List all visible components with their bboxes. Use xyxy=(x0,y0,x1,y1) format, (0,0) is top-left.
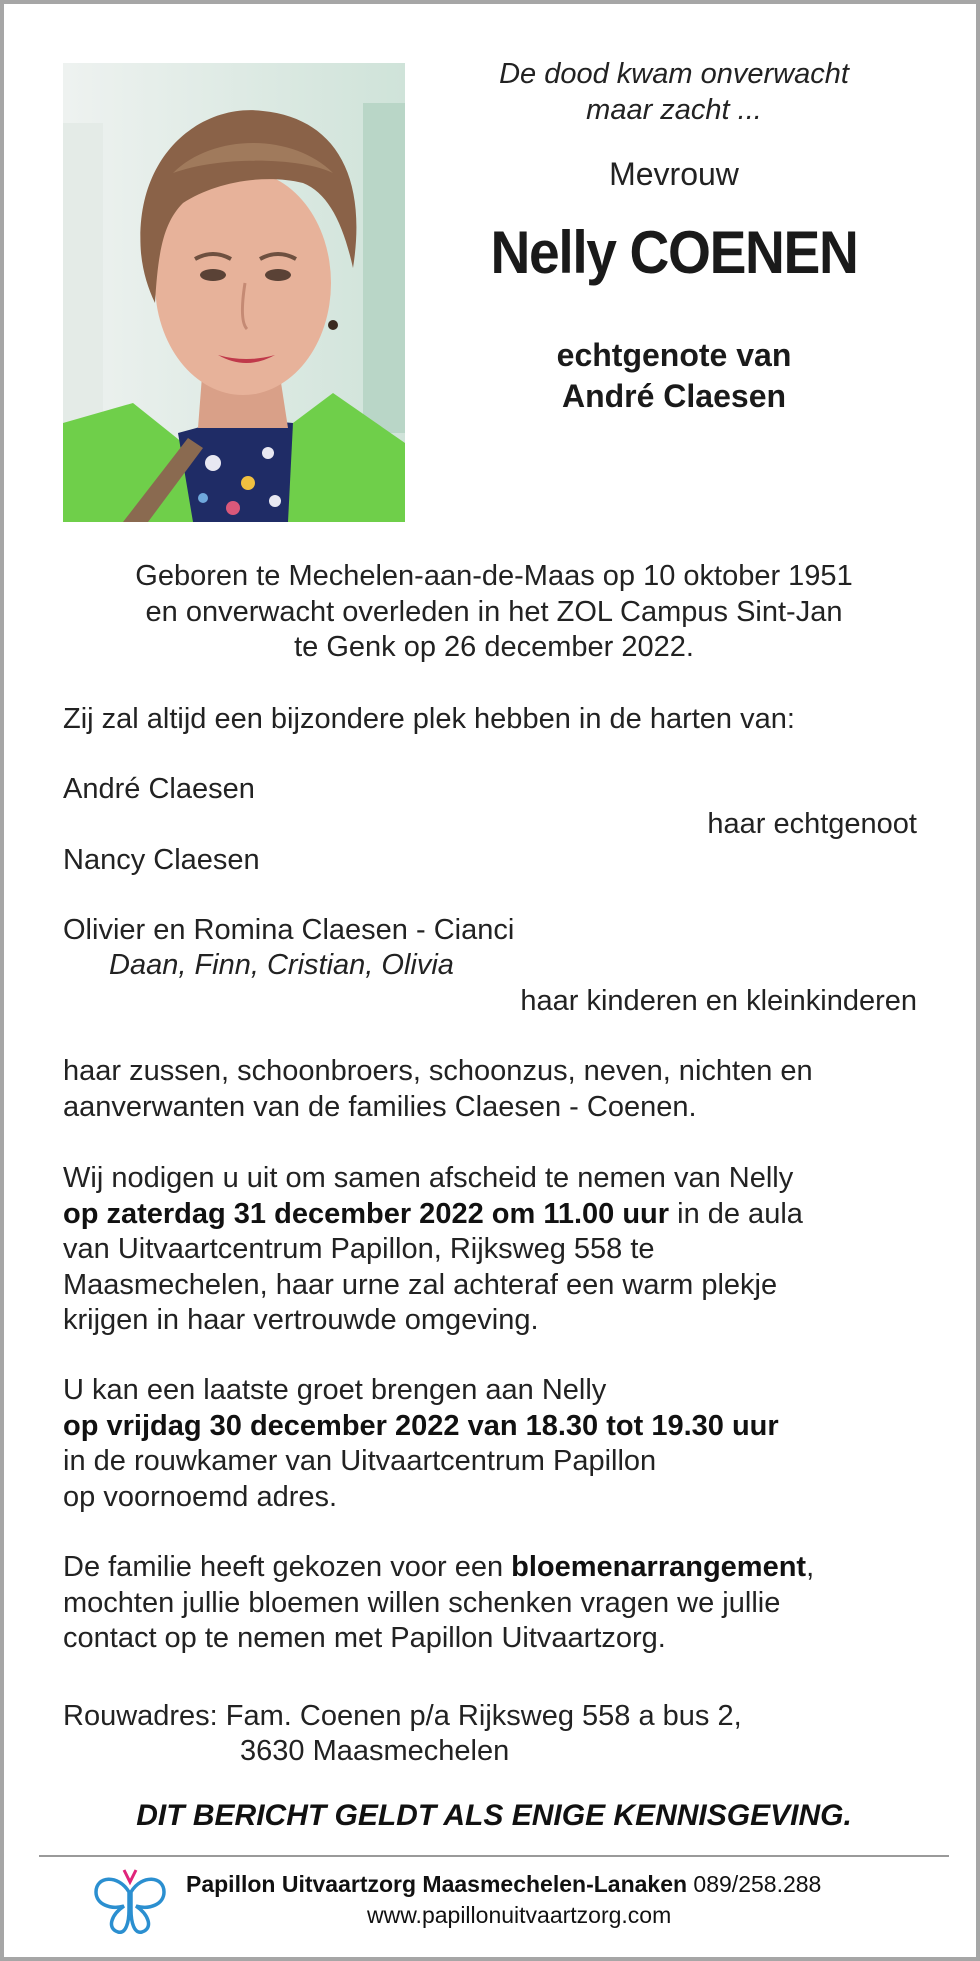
flowers-line-1-end: , xyxy=(806,1551,815,1583)
visit-line-4: op voornoemd adres. xyxy=(63,1480,338,1513)
spouse-line-1: echtgenote van xyxy=(556,337,792,373)
birth-line-1: Geboren te Mechelen-aan-de-Maas op 10 oktober 1951 xyxy=(135,560,853,592)
visit-line-3: in de rouwkamer van Uitvaartcentrum Papillon xyxy=(63,1445,657,1477)
funeral-home-line xyxy=(186,1871,821,1898)
flowers-line-1 xyxy=(63,1550,814,1586)
footer-divider xyxy=(39,1855,949,1857)
funeral-home-phone: 089/258.288 xyxy=(687,1871,822,1897)
visit-line-1: U kan een laatste groet brengen aan Nelly xyxy=(63,1374,607,1406)
farewell-line-2 xyxy=(63,1197,803,1233)
opening-quote xyxy=(424,56,924,128)
deceased-name: Nelly COENEN xyxy=(490,219,858,286)
child-1-name: Nancy Claesen xyxy=(63,844,260,876)
visitation-date: op vrijdag 30 december 2022 van 18.30 tot 19.30 uur xyxy=(63,1409,779,1442)
visit-line-2 xyxy=(63,1409,779,1445)
relatives-line-2: aanverwanten van de families Claesen - Coenen. xyxy=(63,1090,697,1123)
child-2-name: Olivier en Romina Claesen - Cianci xyxy=(63,914,515,946)
relatives-line-1: haar zussen, schoonbroers, schoonzus, neven, nichten en xyxy=(63,1055,813,1087)
husband-name: André Claesen xyxy=(63,773,255,805)
portrait-illustration xyxy=(63,63,405,522)
funeral-date: op zaterdag 31 december 2022 om 11.00 uur xyxy=(63,1197,670,1230)
honorific-title: Mevrouw xyxy=(609,156,739,192)
birth-line-3: te Genk op 26 december 2022. xyxy=(294,631,694,663)
portrait-photo xyxy=(63,63,405,522)
quote-line-1: De dood kwam onverwacht xyxy=(499,58,849,90)
relatives-block xyxy=(63,1054,813,1125)
butterfly-logo-icon xyxy=(90,1866,170,1938)
farewell-line-4: Maasmechelen, haar urne zal achteraf een warm plekje xyxy=(63,1268,778,1301)
intro-text: Zij zal altijd een bijzondere plek hebben in de harten van: xyxy=(63,703,795,735)
notice-statement: DIT BERICHT GELDT ALS ENIGE KENNISGEVING. xyxy=(136,1799,852,1832)
spouse-line-2: André Claesen xyxy=(561,378,787,414)
birth-death-info xyxy=(4,559,980,666)
farewell-line-3: van Uitvaartcentrum Papillon, Rijksweg 558 te xyxy=(63,1233,655,1265)
flowers-line-1-start: De familie heeft gekozen voor een xyxy=(63,1551,512,1583)
mourning-address-line-2: 3630 Maasmechelen xyxy=(240,1735,510,1767)
funeral-home-name: Papillon Uitvaartzorg Maasmechelen-Lanaken xyxy=(186,1871,688,1897)
birth-line-2: en onverwacht overleden in het ZOL Campus Sint-Jan xyxy=(145,595,843,628)
grandchildren-names: Daan, Finn, Cristian, Olivia xyxy=(109,949,454,981)
farewell-paragraph xyxy=(63,1161,803,1339)
visitation-paragraph xyxy=(63,1373,779,1515)
flowers-line-3: contact op te nemen met Papillon Uitvaartzorg. xyxy=(63,1622,666,1654)
flowers-arrangement: bloemenarrangement xyxy=(511,1551,807,1583)
children-role: haar kinderen en kleinkinderen xyxy=(520,985,917,1017)
flowers-line-2: mochten jullie bloemen willen schenken vragen we jullie xyxy=(63,1586,781,1619)
spouse-block xyxy=(424,335,924,417)
farewell-line-1: Wij nodigen u uit om samen afscheid te nemen van Nelly xyxy=(63,1162,794,1194)
husband-role: haar echtgenoot xyxy=(707,808,917,840)
quote-line-2: maar zacht ... xyxy=(586,94,762,126)
mourning-address-line-1: Rouwadres: Fam. Coenen p/a Rijksweg 558 a bus 2, xyxy=(63,1700,742,1732)
farewell-line-2-rest: in de aula xyxy=(669,1197,803,1230)
flowers-paragraph xyxy=(63,1550,814,1657)
funeral-home-website[interactable]: www.papillonuitvaartzorg.com xyxy=(367,1902,672,1928)
farewell-line-5: krijgen in haar vertrouwde omgeving. xyxy=(63,1304,539,1336)
